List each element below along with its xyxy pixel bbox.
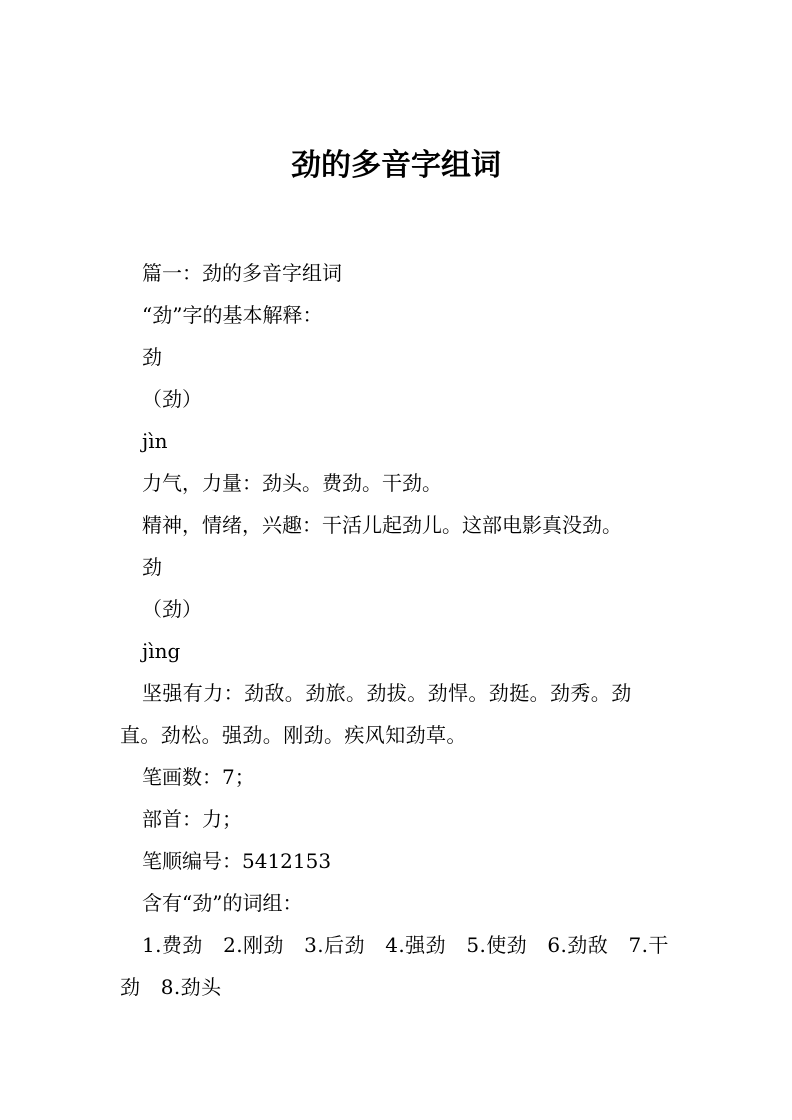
stroke-order-number: 笔顺编号：5412153 xyxy=(142,849,332,873)
stroke-count: 笔画数：7； xyxy=(142,765,255,789)
definition-paragraph: 力气，力量：劲头。费劲。干劲。 xyxy=(142,471,442,495)
document-title: 劲的多音字组词 xyxy=(291,148,501,183)
pinyin-reading: jìng xyxy=(142,639,181,663)
radical: 部首：力； xyxy=(142,807,242,831)
word-group-heading: 含有“劲”的词组： xyxy=(142,891,303,915)
word-group-list: 1.费劲 2.刚劲 3.后劲 4.强劲 5.使劲 6.劲敌 7.干劲 8.劲头 xyxy=(120,933,669,999)
definition-paragraph: 坚强有力：劲敌。劲旅。劲拔。劲悍。劲挺。劲秀。劲直。劲松。强劲。刚劲。疾风知劲草。 xyxy=(120,681,632,747)
character-entry: 劲 xyxy=(142,555,162,579)
pinyin-reading: jìn xyxy=(142,429,168,453)
basic-explanation-heading: “劲”字的基本解释： xyxy=(142,303,323,327)
section-heading: 篇一：劲的多音字组词 xyxy=(142,261,342,285)
document-body xyxy=(120,252,670,1008)
character-entry: 劲 xyxy=(142,345,162,369)
definition-paragraph: 精神，情绪，兴趣：干活儿起劲儿。这部电影真没劲。 xyxy=(142,513,622,537)
character-entry-variant: （劲） xyxy=(142,387,202,411)
character-entry-variant: （劲） xyxy=(142,597,202,621)
